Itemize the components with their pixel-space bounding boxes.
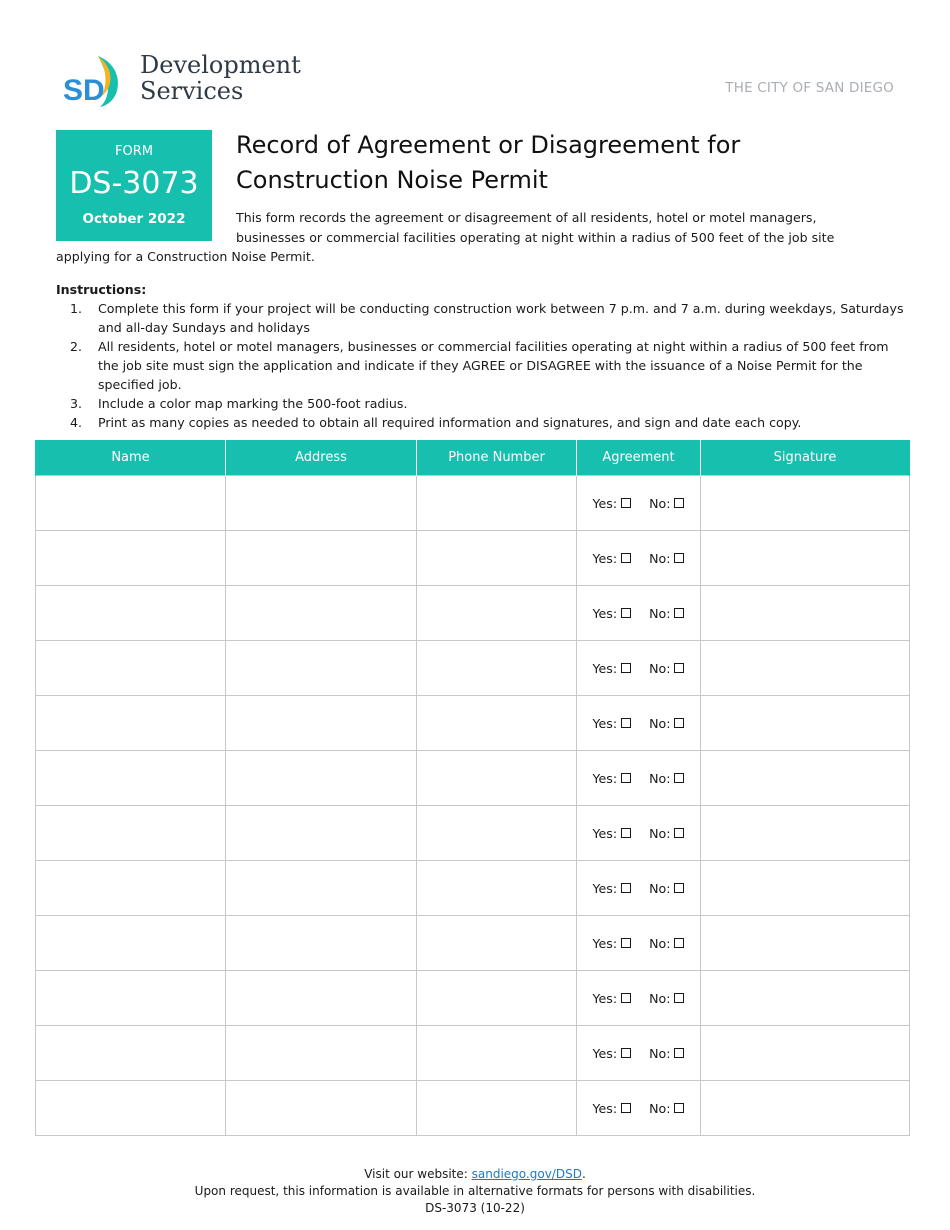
yes-option: [593, 991, 632, 1006]
signature-cell[interactable]: [701, 641, 910, 696]
yes-checkbox[interactable]: [621, 718, 631, 728]
no-option: [649, 661, 684, 676]
instruction-text: Print as many copies as needed to obtain all required information and signatures, and sign and date each copy.: [98, 415, 802, 430]
title-line-1: Record of Agreement or Disagreement for: [236, 131, 741, 159]
signature-cell[interactable]: [701, 861, 910, 916]
signature-cell[interactable]: [701, 1026, 910, 1081]
table-row: [36, 916, 910, 971]
table-row: [36, 1026, 910, 1081]
page-footer: [0, 1166, 950, 1217]
yes-checkbox[interactable]: [621, 553, 631, 563]
column-header-phone: Phone Number: [417, 440, 577, 476]
table-row: [36, 861, 910, 916]
footer-period: .: [581, 1167, 586, 1181]
column-header-name: Name: [36, 440, 226, 476]
yes-checkbox[interactable]: [621, 1103, 631, 1113]
address-cell[interactable]: [226, 751, 417, 806]
address-cell[interactable]: [226, 696, 417, 751]
instruction-item: [56, 413, 906, 432]
no-checkbox[interactable]: [674, 553, 684, 563]
yes-checkbox[interactable]: [621, 993, 631, 1003]
intro-paragraph: [56, 208, 906, 267]
yes-label: Yes:: [592, 1100, 618, 1116]
phone-cell[interactable]: [417, 751, 577, 806]
no-option: [649, 551, 684, 566]
no-checkbox[interactable]: [674, 938, 684, 948]
instruction-item: [56, 337, 906, 394]
table-row: [36, 531, 910, 586]
no-option: [649, 716, 684, 731]
yes-option: [593, 936, 632, 951]
yes-label: Yes:: [592, 880, 618, 896]
footer-form-code: DS-3073 (10-22): [425, 1201, 525, 1215]
phone-cell[interactable]: [417, 1026, 577, 1081]
yes-label: Yes:: [592, 495, 618, 511]
table-header-row: [36, 440, 910, 476]
signature-cell[interactable]: [701, 586, 910, 641]
no-checkbox[interactable]: [674, 1048, 684, 1058]
instruction-item: [56, 394, 906, 413]
address-cell[interactable]: [226, 1026, 417, 1081]
name-cell[interactable]: [36, 751, 226, 806]
phone-cell[interactable]: [417, 476, 577, 531]
no-label: No:: [649, 1045, 671, 1061]
yes-option: [593, 1101, 632, 1116]
no-checkbox[interactable]: [674, 498, 684, 508]
yes-checkbox[interactable]: [621, 498, 631, 508]
phone-cell[interactable]: [417, 861, 577, 916]
name-cell[interactable]: [36, 641, 226, 696]
instructions-heading: Instructions:: [56, 282, 147, 297]
instruction-text: Complete this form if your project will be conducting construction work between 7 p.m. and 7 a.m. during weekdays, Saturdays and all-day Sundays and holidays: [98, 301, 904, 335]
no-option: [649, 606, 684, 621]
address-cell[interactable]: [226, 586, 417, 641]
no-checkbox[interactable]: [674, 773, 684, 783]
table-row: [36, 751, 910, 806]
no-label: No:: [649, 1100, 671, 1116]
yes-option: [593, 716, 632, 731]
name-cell[interactable]: [36, 916, 226, 971]
signature-cell[interactable]: [701, 971, 910, 1026]
instructions-list: [56, 299, 906, 432]
yes-label: Yes:: [592, 660, 618, 676]
signature-cell[interactable]: [701, 1081, 910, 1136]
agreement-cell: [577, 806, 701, 861]
no-label: No:: [649, 935, 671, 951]
no-option: [649, 936, 684, 951]
yes-option: [593, 881, 632, 896]
signature-cell[interactable]: [701, 916, 910, 971]
phone-cell[interactable]: [417, 806, 577, 861]
no-checkbox[interactable]: [674, 718, 684, 728]
signature-cell[interactable]: [701, 531, 910, 586]
no-option: [649, 496, 684, 511]
instruction-number: 1.: [70, 301, 83, 316]
footer-website-line: [0, 1166, 950, 1183]
no-checkbox[interactable]: [674, 993, 684, 1003]
phone-cell[interactable]: [417, 641, 577, 696]
yes-label: Yes:: [592, 935, 618, 951]
footer-visit-text: Visit our website:: [364, 1167, 472, 1181]
instructions-section: [56, 280, 906, 432]
title-line-2: Construction Noise Permit: [236, 166, 548, 194]
address-cell[interactable]: [226, 806, 417, 861]
no-checkbox[interactable]: [674, 663, 684, 673]
signature-cell[interactable]: [701, 696, 910, 751]
yes-checkbox[interactable]: [621, 938, 631, 948]
yes-checkbox[interactable]: [621, 608, 631, 618]
agreement-cell: [577, 1026, 701, 1081]
agreement-cell: [577, 1081, 701, 1136]
agreement-cell: [577, 586, 701, 641]
yes-option: [593, 551, 632, 566]
address-cell[interactable]: [226, 916, 417, 971]
intro-line-1: This form records the agreement or disagreement of all residents, hotel or motel managers,: [236, 210, 817, 225]
no-label: No:: [649, 880, 671, 896]
name-cell[interactable]: [36, 1081, 226, 1136]
agreement-cell: [577, 696, 701, 751]
no-option: [649, 991, 684, 1006]
table-body: [36, 476, 910, 1136]
logo-mark-text: SD: [63, 74, 105, 107]
address-cell[interactable]: [226, 1081, 417, 1136]
phone-cell[interactable]: [417, 971, 577, 1026]
agreement-cell: [577, 531, 701, 586]
yes-checkbox[interactable]: [621, 828, 631, 838]
instruction-number: 3.: [70, 396, 83, 411]
no-option: [649, 881, 684, 896]
yes-label: Yes:: [592, 770, 618, 786]
no-label: No:: [649, 770, 671, 786]
no-label: No:: [649, 660, 671, 676]
name-cell[interactable]: [36, 586, 226, 641]
no-option: [649, 826, 684, 841]
logo-line-2: Services: [140, 77, 244, 105]
signature-cell[interactable]: [701, 751, 910, 806]
agreement-cell: [577, 916, 701, 971]
agreement-cell: [577, 751, 701, 806]
name-cell[interactable]: [36, 1026, 226, 1081]
column-header-agreement: Agreement: [577, 440, 701, 476]
no-checkbox[interactable]: [674, 883, 684, 893]
no-option: [649, 771, 684, 786]
yes-option: [593, 1046, 632, 1061]
signature-cell[interactable]: [701, 476, 910, 531]
phone-cell[interactable]: [417, 586, 577, 641]
instruction-text: Include a color map marking the 500-foot radius.: [98, 396, 408, 411]
yes-label: Yes:: [592, 550, 618, 566]
address-cell[interactable]: [226, 861, 417, 916]
intro-line-3: applying for a Construction Noise Permit.: [56, 249, 315, 264]
name-cell[interactable]: [36, 531, 226, 586]
instruction-number: 4.: [70, 415, 83, 430]
no-label: No:: [649, 715, 671, 731]
name-cell[interactable]: [36, 861, 226, 916]
yes-checkbox[interactable]: [621, 1048, 631, 1058]
no-label: No:: [649, 990, 671, 1006]
agreement-cell: [577, 971, 701, 1026]
sd-logo-mark: [62, 52, 126, 108]
phone-cell[interactable]: [417, 696, 577, 751]
page-title: [236, 128, 876, 198]
no-checkbox[interactable]: [674, 828, 684, 838]
no-checkbox[interactable]: [674, 608, 684, 618]
no-checkbox[interactable]: [674, 1103, 684, 1113]
yes-checkbox[interactable]: [621, 883, 631, 893]
column-header-address: Address: [226, 440, 417, 476]
no-label: No:: [649, 605, 671, 621]
form-date: October 2022: [82, 211, 186, 227]
table-row: [36, 806, 910, 861]
column-header-signature: Signature: [701, 440, 910, 476]
table-row: [36, 971, 910, 1026]
table-row: [36, 641, 910, 696]
name-cell[interactable]: [36, 696, 226, 751]
yes-option: [593, 606, 632, 621]
name-cell[interactable]: [36, 806, 226, 861]
yes-label: Yes:: [592, 605, 618, 621]
phone-cell[interactable]: [417, 916, 577, 971]
instruction-text: All residents, hotel or motel managers, businesses or commercial facilities operating at night within a radius of 500 feet from the job site must sign the application and indicate if they AGREE or DISAGREE with the issuance of a Noise Permit for the specified job.: [98, 339, 889, 392]
address-cell[interactable]: [226, 531, 417, 586]
form-number: DS-3073: [69, 166, 199, 201]
instruction-item: [56, 299, 906, 337]
address-cell[interactable]: [226, 971, 417, 1026]
instruction-number: 2.: [70, 339, 83, 354]
yes-option: [593, 661, 632, 676]
phone-cell[interactable]: [417, 531, 577, 586]
footer-accessibility-note: Upon request, this information is available in alternative formats for persons with disabilities.: [194, 1184, 756, 1198]
form-badge-label: FORM: [115, 144, 153, 159]
table-row: [36, 586, 910, 641]
logo-wordmark: [140, 52, 301, 104]
yes-option: [593, 496, 632, 511]
agreement-cell: [577, 861, 701, 916]
yes-checkbox[interactable]: [621, 663, 631, 673]
no-label: No:: [649, 550, 671, 566]
signature-cell[interactable]: [701, 806, 910, 861]
name-cell[interactable]: [36, 971, 226, 1026]
yes-label: Yes:: [592, 990, 618, 1006]
website-link[interactable]: sandiego.gov/DSD: [471, 1167, 582, 1181]
logo-line-1: Development: [140, 51, 301, 79]
table-row: [36, 476, 910, 531]
yes-label: Yes:: [592, 825, 618, 841]
phone-cell[interactable]: [417, 1081, 577, 1136]
agreement-cell: [577, 641, 701, 696]
table-row: [36, 1081, 910, 1136]
intro-line-2: businesses or commercial facilities operating at night within a radius of 500 feet of the job site: [236, 229, 835, 245]
yes-checkbox[interactable]: [621, 773, 631, 783]
address-cell[interactable]: [226, 476, 417, 531]
yes-label: Yes:: [592, 1045, 618, 1061]
signature-table: [35, 440, 910, 1136]
table-row: [36, 696, 910, 751]
no-option: [649, 1046, 684, 1061]
agreement-cell: [577, 476, 701, 531]
no-option: [649, 1101, 684, 1116]
yes-label: Yes:: [592, 715, 618, 731]
yes-option: [593, 771, 632, 786]
city-name: THE CITY OF SAN DIEGO: [725, 80, 894, 96]
department-logo: [62, 52, 312, 108]
name-cell[interactable]: [36, 476, 226, 531]
yes-option: [593, 826, 632, 841]
no-label: No:: [649, 495, 671, 511]
address-cell[interactable]: [226, 641, 417, 696]
no-label: No:: [649, 825, 671, 841]
